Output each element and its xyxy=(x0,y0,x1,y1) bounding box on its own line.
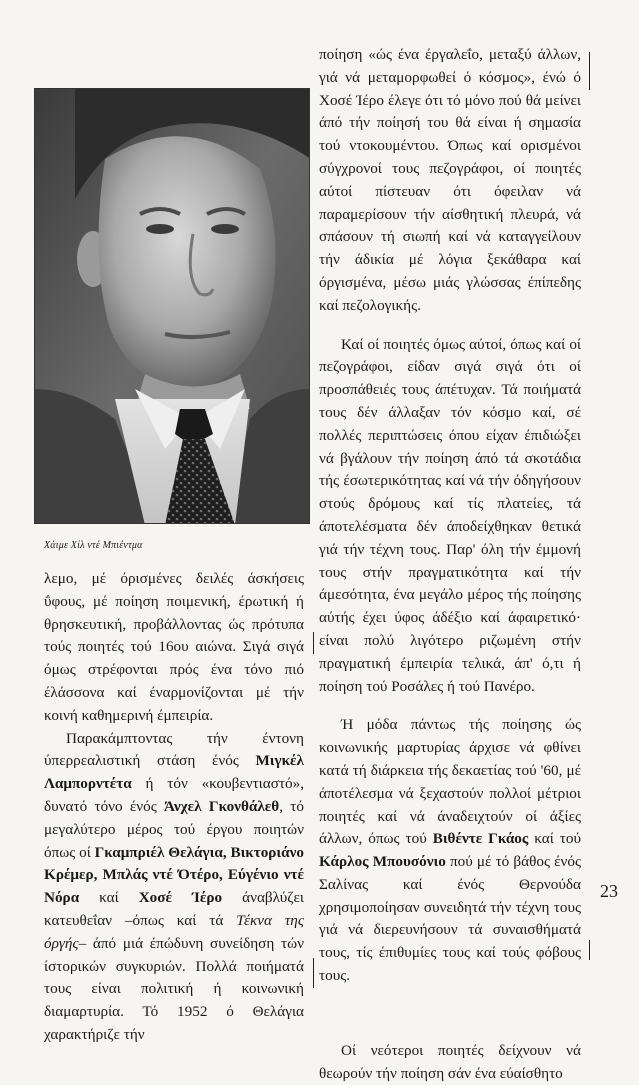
paragraph: Οί νεότεροι ποιητές δείχνουν νά θεωρούν τήν ποίηση σάν ένα εύαίσθητο xyxy=(319,1041,581,1082)
column-rule xyxy=(313,632,314,654)
book-title: Τέκνα της όργής xyxy=(44,911,304,952)
poet-names: Γκαμπριέλ Θελάγια, Βικτοριάνο Κρέμερ, Μπλάς ντέ Ότέρο, Εύγένιο ντέ Νόρα xyxy=(44,843,304,907)
poet-name: Άνχελ Γκονθάλεθ xyxy=(164,797,280,815)
paragraph: λεμο, μέ όρισμένες δειλές άσκήσεις ΰφους, μέ ποίηση ποιμενική, έρωτική ή θρησκευτική, προβάλλοντας ώς πρότυπα τούς ποιητές τού 16ου αιώνα. Σιγά σιγά όμως στρέφονται πρός ένα τόνο πιό έλάσσονα καί έναρμονίζονται μέ τήν κοινή καθημερινή έμπειρία. xyxy=(44,570,304,724)
portrait-photo xyxy=(34,88,310,524)
column-rule xyxy=(313,958,314,988)
column-rule xyxy=(589,940,590,960)
column-rule xyxy=(589,52,590,90)
poet-name: Βιθέντε Γκάος xyxy=(432,830,529,848)
photo-caption: Χάιμε Χίλ ντέ Μπιέντμα xyxy=(44,540,143,551)
paragraph: Καί οί ποιητές όμως αύτοί, όπως καί οί πεζογράφοι, είδαν σιγά σιγά ότι οί προσπάθειές τους άπέτυχαν. Τά ποιήματά τους δέν άλλαξαν τόν κόσμο καί, σέ πολλές περιπτώσεις όπου είχαν έπιδιώξει νά βγάλουν τήν ποίηση άπό τά σκοτάδια τής έσωτερικότητας καί νά τήν όδηγήσουν στούς δρόμους καί τίς πλατείες, τά άποτελέσματα δέν άποδείχθηκαν θετικά γιά τήν τέχνη τους. Παρ' όλη τήν έμμονή τους στήν πραγματικότητα καί τήν άμεσότητα, ένα μεγάλο μέρος τής ποίησης αύτής έχει ύφος άδέξιο καί άφαιρετικό· είναι πολύ λιγότερο ριζωμένη στήν πραγματική έμπειρία τελικά, άπ' ό,τι ή ποίηση τού Ροσάλες ή τού Πανέρο. xyxy=(319,335,581,695)
poet-name: Μιγκέλ Λαμπορντέτα xyxy=(44,752,304,793)
left-column xyxy=(44,568,304,1047)
poet-name: Κάρλος Μπουσόνιο xyxy=(319,853,446,871)
paragraph: Ή μόδα πάντως τής ποίησης ώς κοινωνικής μαρτυρίας άρχισε νά φθίνει κατά τή διάρκεια τής δεκαετίας τού '60, μέ άποτέλεσμα νά ξεχαστούν πολλοί μέτριοι ποιητές καί νά άναδειχτούν οί άξίες άλλων, όπως τού Βιθέντε Γκάος καί τού Κάρλος Μπουσόνιο πού μέ τό βάθος ένός Σαλίνας καί ένός Θερνούδα χρησιμοποίησαν συνειδητά τήν τέχνη τους γιά νά διερευνήσουν τά συναισθήματά τους, τίς έπιθυμίες τους καί τούς φόβους τους. xyxy=(319,716,582,985)
poet-name: Χοσέ Ίέρο xyxy=(138,889,223,907)
paragraph: ποίηση «ώς ένα έργαλεΐο, μεταξύ άλλων, γιά νά μεταμορφωθεί ό κόσμος», ένώ ό Χοσέ Ίέρο έλεγε ότι τό μόνο πού θά μείνει άπό τήν ποίησή του θά είναι ή σημασία τού ντοκουμέντου. Όπως καί ορισμένοι σύγχρονοί τους πεζογράφοι, οί ποιητές αύτοί πίστευαν ότι όφειλαν νά παραμερίσουν τήν αίσθητική πλευρά, νά σπάσουν τή σιωπή καί νά καταγγείλουν τήν άδικία μέ λόγια ξεκάθαρα καί όργισμένα, μέσω μιάς γλώσσας έπίπεδης καί πεζολογικής. xyxy=(319,46,581,314)
right-column xyxy=(319,44,581,1085)
portrait-illustration xyxy=(35,89,310,524)
page-number: 23 xyxy=(600,881,618,901)
paragraph: Παρακάμπτοντας τήν έντονη ύπερρεαλιστική στάση ένός Μιγκέλ Λαμπορντέτα ή τόν «κουβεντιαστό», δυνατό τόνο ένός Άνχελ Γκονθάλεθ, τό μεγαλύτερο μέρος τού έργου ποιητών όπως οί Γκαμπριέλ Θελάγια, Βικτοριάνο Κρέμερ, Μπλάς ντέ Ότέρο, Εύγένιο ντέ Νόρα καί Χοσέ Ίέρο άναβλύζει κατευθεΐαν –όπως καί τά Τέκνα της όργής– άπό μιά έπώδυνη συνείδηση τών ίστορικών συγκυριών. Πολλά ποιήματά τους είναι πολιτική ή κοινωνική διαμαρτυρία. Τό 1952 ό Θελάγια χαρακτήριζε τήν xyxy=(44,729,305,1043)
